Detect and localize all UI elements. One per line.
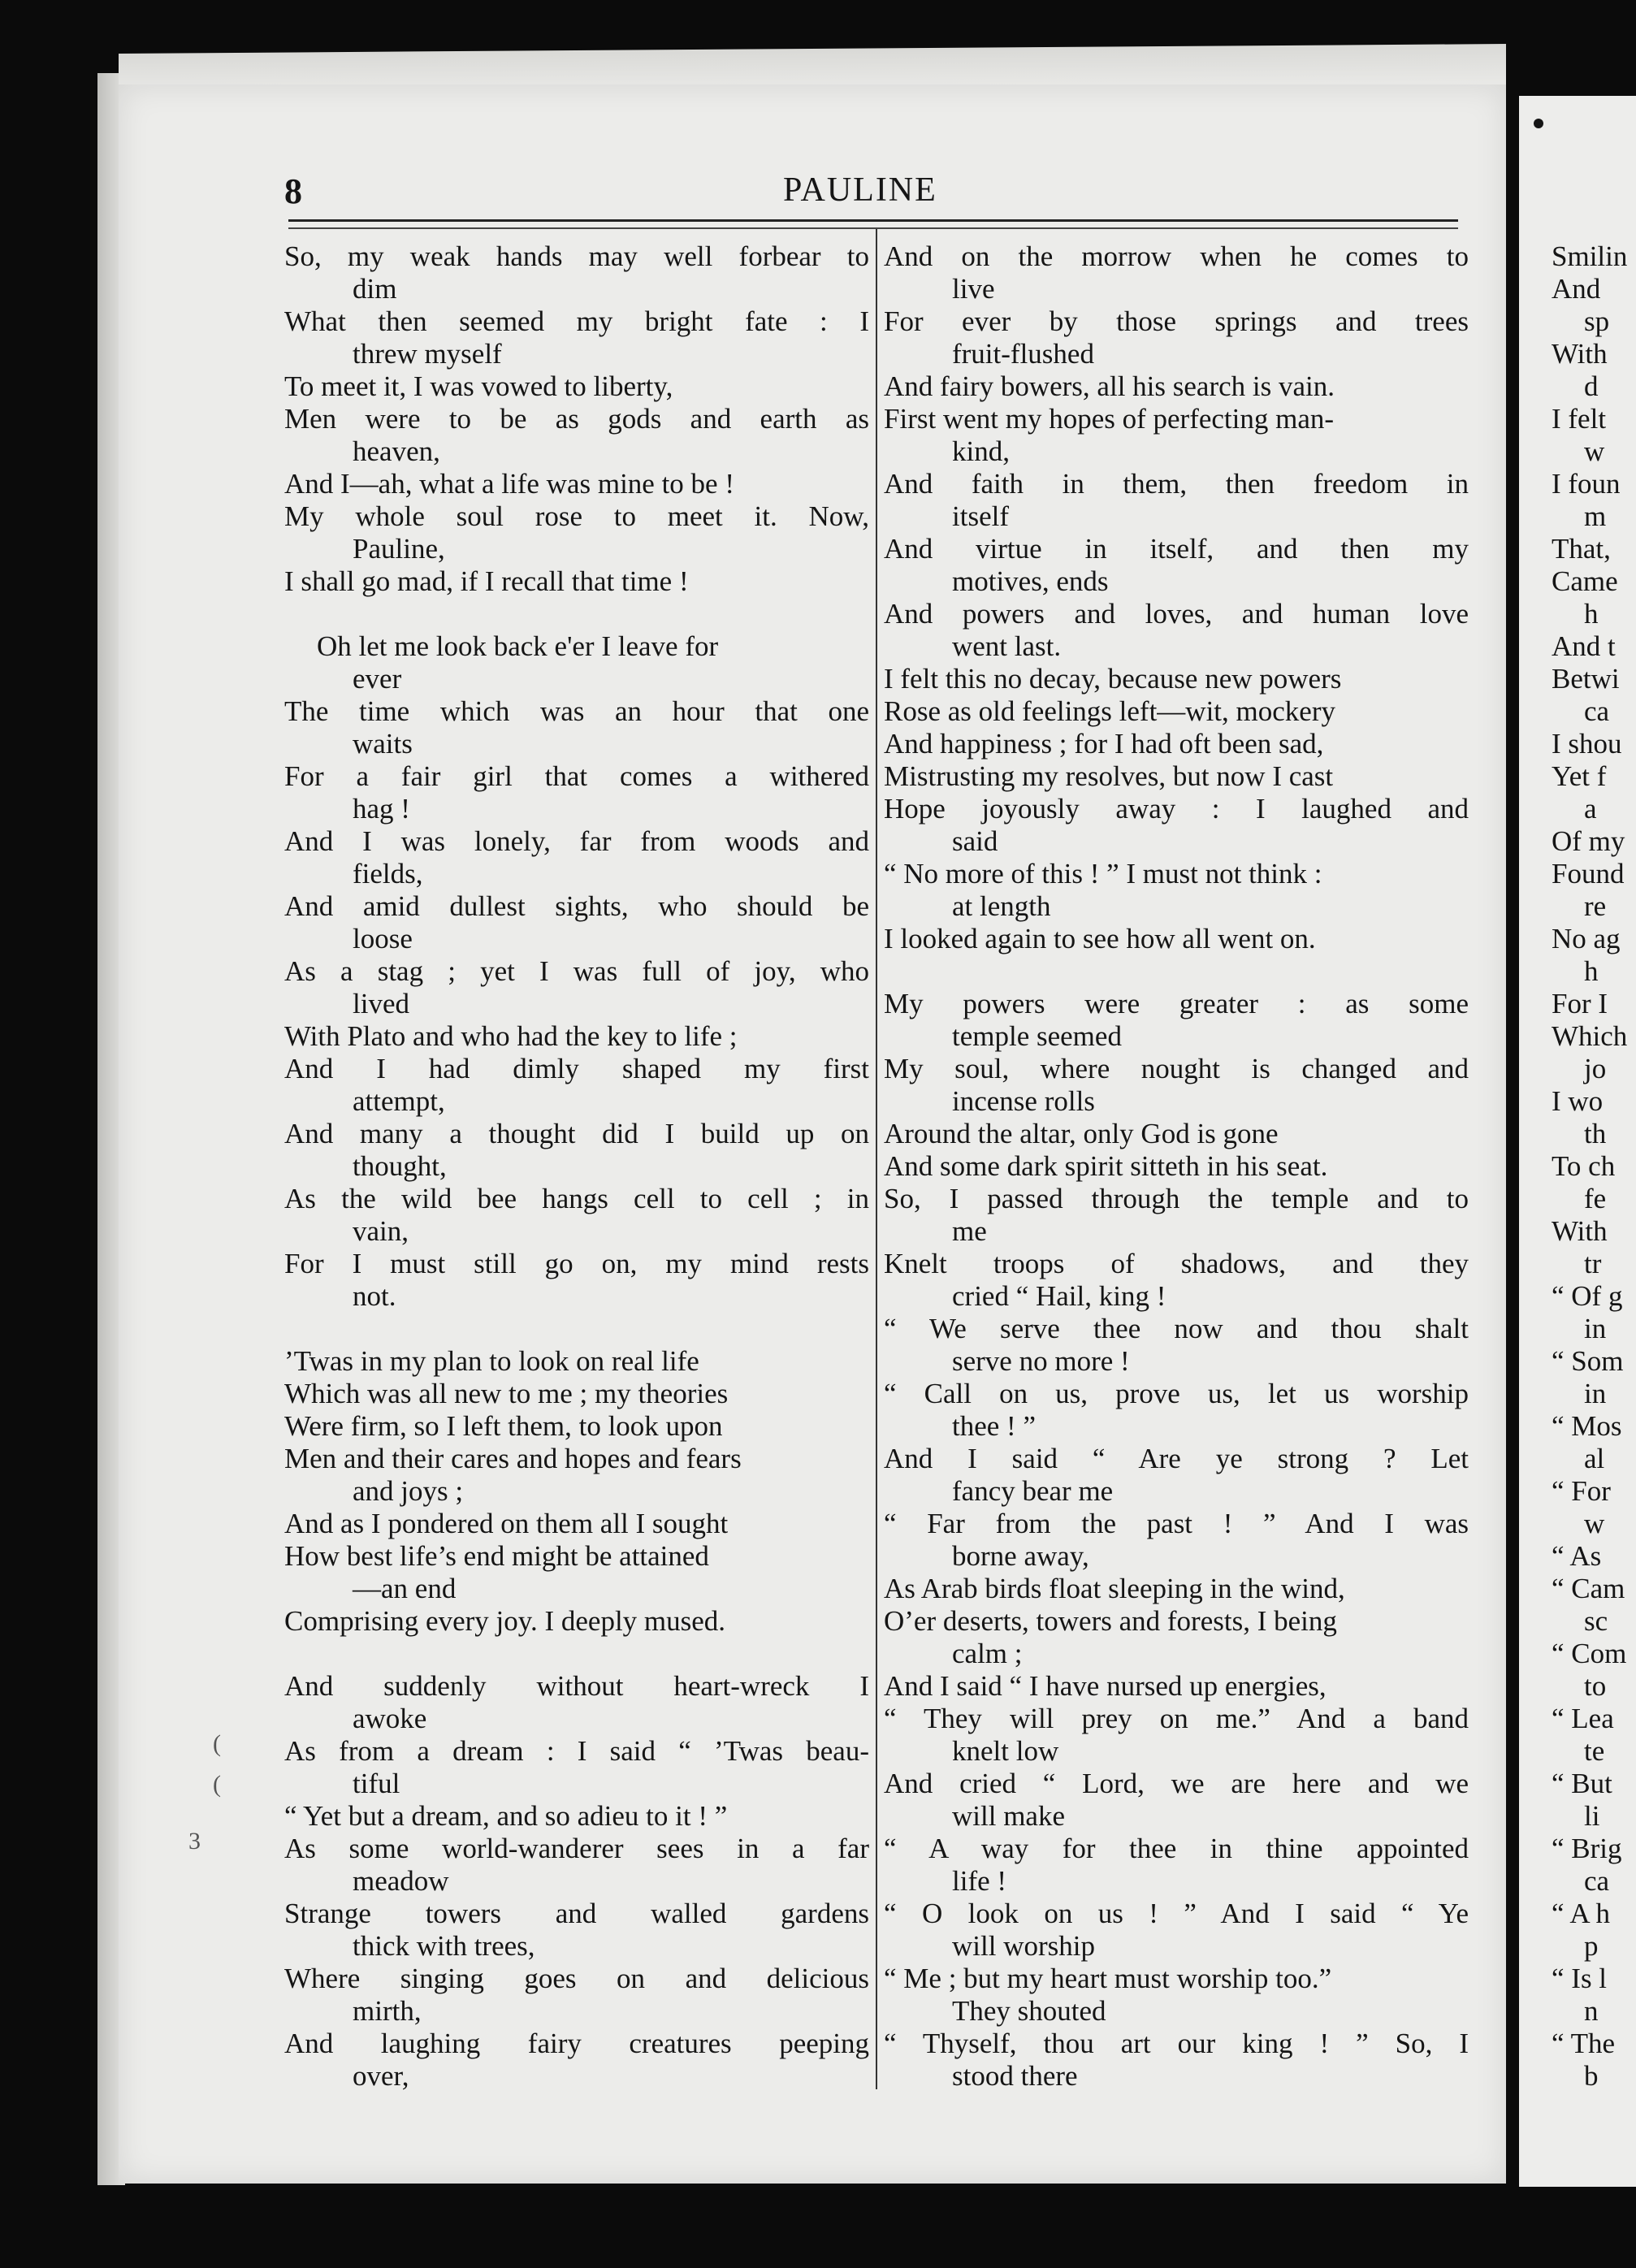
poem-line: They shouted xyxy=(952,1995,1106,2027)
poem-line: cried “ Hail, king ! xyxy=(952,1280,1166,1312)
poem-line: fruit-flushed xyxy=(952,338,1094,370)
poem-line: said xyxy=(952,825,998,857)
poem-line: The time which was an hour that one xyxy=(284,695,869,727)
facing-page-fragment: With xyxy=(1552,338,1608,370)
poem-line: And happiness ; for I had oft been sad, xyxy=(884,728,1324,760)
poem-line: “ Call on us, prove us, let us worship xyxy=(884,1378,1469,1409)
facing-page xyxy=(1519,96,1636,2187)
facing-page-fragment: sc xyxy=(1584,1605,1608,1637)
poem-line: dim xyxy=(353,273,397,305)
poem-line: will worship xyxy=(952,1930,1095,1962)
poem-line: For a fair girl that comes a withered xyxy=(284,760,869,792)
poem-line: And amid dullest sights, who should be xyxy=(284,890,869,922)
facing-page-fragment: I felt xyxy=(1552,403,1607,435)
facing-page-fragment: w xyxy=(1584,1508,1605,1539)
poem-line: temple seemed xyxy=(952,1020,1122,1052)
poem-line: For I must still go on, my mind rests xyxy=(284,1248,869,1279)
poem-line: not. xyxy=(353,1280,396,1312)
facing-page-fragment: “ Lea xyxy=(1552,1703,1614,1734)
stanza-break xyxy=(284,598,869,630)
facing-page-fragment: re xyxy=(1584,890,1607,922)
facing-page-fragment: No ag xyxy=(1552,923,1621,954)
facing-page-fragment: “ Is l xyxy=(1552,1963,1608,1994)
facing-page-fragment: “ Som xyxy=(1552,1345,1624,1377)
poem-line: So, I passed through the temple and to xyxy=(884,1183,1469,1214)
poem-line: ’Twas in my plan to look on real life xyxy=(284,1345,699,1377)
column-divider xyxy=(876,229,877,2089)
facing-page-fragment: in xyxy=(1584,1378,1607,1409)
facing-page-fragment: d xyxy=(1584,370,1599,402)
poem-line: attempt, xyxy=(353,1085,445,1117)
poem-line: And on the morrow when he comes to xyxy=(884,240,1469,272)
poem-line: —an end xyxy=(353,1573,457,1604)
poem-line: ever xyxy=(353,663,402,695)
facing-page-dot xyxy=(1534,119,1543,128)
poem-line: I looked again to see how all went on. xyxy=(884,923,1316,954)
facing-page-fragment: fe xyxy=(1584,1183,1607,1214)
poem-line: For ever by those springs and trees xyxy=(884,305,1469,337)
poem-line: “ No more of this ! ” I must not think : xyxy=(884,858,1322,889)
poem-line: kind, xyxy=(952,435,1010,467)
poem-line: live xyxy=(952,273,995,305)
facing-page-fragment: “ Com xyxy=(1552,1638,1627,1669)
margin-mark: ( xyxy=(213,1730,221,1757)
facing-page-fragment: ca xyxy=(1584,1865,1610,1897)
poem-line: Oh let me look back e'er I leave for xyxy=(317,630,719,662)
facing-page-fragment: I wo xyxy=(1552,1085,1604,1117)
poem-line: Knelt troops of shadows, and they xyxy=(884,1248,1469,1279)
facing-page-fragment: Betwi xyxy=(1552,663,1620,695)
poem-line: And powers and loves, and human love xyxy=(884,598,1469,630)
facing-page-fragment: te xyxy=(1584,1735,1605,1767)
poem-line: Strange towers and walled gardens xyxy=(284,1898,869,1929)
poem-line: vain, xyxy=(353,1215,409,1247)
poem-line: tiful xyxy=(353,1768,400,1799)
poem-line: lived xyxy=(353,988,409,1019)
poem-line: Pauline, xyxy=(353,533,445,565)
facing-page-fragment: li xyxy=(1584,1800,1600,1832)
poem-line: And laughing fairy creatures peeping xyxy=(284,2028,869,2059)
poem-line: loose xyxy=(353,923,413,954)
facing-page-fragment: “ Of g xyxy=(1552,1280,1623,1312)
facing-page-fragment: Yet f xyxy=(1552,760,1607,792)
poem-line: Hope joyously away : I laughed and xyxy=(884,793,1469,825)
poem-line: I felt this no decay, because new powers xyxy=(884,663,1342,695)
poem-line: stood there xyxy=(952,2060,1078,2092)
facing-page-fragment: in xyxy=(1584,1313,1607,1344)
poem-line: As Arab birds float sleeping in the wind, xyxy=(884,1573,1345,1604)
poem-line: meadow xyxy=(353,1865,449,1897)
poem-line: will make xyxy=(952,1800,1065,1832)
poem-line: And I was lonely, far from woods and xyxy=(284,825,869,857)
facing-page-fragment: ca xyxy=(1584,695,1610,727)
poem-line: And as I pondered on them all I sought xyxy=(284,1508,729,1539)
header-rule-thin xyxy=(288,227,1458,229)
poem-line: me xyxy=(952,1215,987,1247)
poem-line: life ! xyxy=(952,1865,1007,1897)
poem-line: Men were to be as gods and earth as xyxy=(284,403,869,435)
poem-line: “ They will prey on me.” And a band xyxy=(884,1703,1469,1734)
poem-line: threw myself xyxy=(353,338,502,370)
poem-line: Mistrusting my resolves, but now I cast xyxy=(884,760,1334,792)
facing-page-fragment: And t xyxy=(1552,630,1616,662)
poem-line: “ Far from the past ! ” And I was xyxy=(884,1508,1469,1539)
facing-page-fragment: al xyxy=(1584,1443,1605,1474)
poem-line: waits xyxy=(353,728,413,760)
facing-page-fragment: sp xyxy=(1584,305,1610,337)
poem-line: As the wild bee hangs cell to cell ; in xyxy=(284,1183,869,1214)
facing-page-fragment: I shou xyxy=(1552,728,1622,760)
facing-page-fragment: Smilin xyxy=(1552,240,1628,272)
facing-page-fragment: “ Cam xyxy=(1552,1573,1625,1604)
poem-line: My whole soul rose to meet it. Now, xyxy=(284,500,869,532)
poem-line: Were firm, so I left them, to look upon xyxy=(284,1410,723,1442)
poem-line: knelt low xyxy=(952,1735,1059,1767)
poem-line: O’er deserts, towers and forests, I being xyxy=(884,1605,1337,1637)
poem-line: And fairy bowers, all his search is vain. xyxy=(884,370,1335,402)
poem-line: motives, ends xyxy=(952,565,1109,597)
poem-line: calm ; xyxy=(952,1638,1023,1669)
facing-page-fragment: For I xyxy=(1552,988,1608,1019)
poem-line: And faith in them, then freedom in xyxy=(884,468,1469,500)
facing-page-fragment: “ For xyxy=(1552,1475,1611,1507)
poem-line: awoke xyxy=(353,1703,427,1734)
poem-line: “ A way for thee in thine appointed xyxy=(884,1833,1469,1864)
running-title: PAULINE xyxy=(783,171,937,209)
poem-line: So, my weak hands may well forbear to xyxy=(284,240,869,272)
facing-page-fragment: I foun xyxy=(1552,468,1621,500)
poem-line: thick with trees, xyxy=(353,1930,535,1962)
facing-page-fragment: h xyxy=(1584,598,1599,630)
facing-page-fragment: p xyxy=(1584,1930,1599,1962)
facing-page-fragment: w xyxy=(1584,435,1605,467)
poem-line: heaven, xyxy=(353,435,440,467)
facing-page-fragment: Of my xyxy=(1552,825,1625,857)
margin-mark: 3 xyxy=(188,1828,201,1855)
poem-line: “ O look on us ! ” And I said “ Ye xyxy=(884,1898,1469,1929)
facing-page-fragment: “ Mos xyxy=(1552,1410,1622,1442)
poem-line: incense rolls xyxy=(952,1085,1095,1117)
facing-page-fragment: b xyxy=(1584,2060,1599,2092)
poem-line: How best life’s end might be attained xyxy=(284,1540,709,1572)
poem-line: My powers were greater : as some xyxy=(884,988,1469,1019)
poem-line: Around the altar, only God is gone xyxy=(884,1118,1279,1149)
poem-line: And cried “ Lord, we are here and we xyxy=(884,1768,1469,1799)
facing-page-fragment: “ But xyxy=(1552,1768,1612,1799)
poem-line: And I had dimly shaped my first xyxy=(284,1053,869,1084)
poem-line: As from a dream : I said “ ’Twas beau- xyxy=(284,1735,869,1767)
facing-page-fragment: m xyxy=(1584,500,1607,532)
poem-line: Men and their cares and hopes and fears xyxy=(284,1443,742,1474)
poem-line: And some dark spirit sitteth in his seat. xyxy=(884,1150,1328,1182)
poem-line: And I said “ I have nursed up energies, xyxy=(884,1670,1327,1702)
poem-line: “ Thyself, thou art our king ! ” So, I xyxy=(884,2028,1469,2059)
stanza-break xyxy=(884,955,1469,988)
facing-page-fragment: a xyxy=(1584,793,1597,825)
facing-page-fragment: And xyxy=(1552,273,1601,305)
poem-line: As a stag ; yet I was full of joy, who xyxy=(284,955,869,987)
poem-line: “ Me ; but my heart must worship too.” xyxy=(884,1963,1332,1994)
facing-page-fragment: With xyxy=(1552,1215,1608,1247)
facing-page-fragment: That, xyxy=(1552,533,1611,565)
stanza-break xyxy=(284,1638,869,1670)
poem-line: With Plato and who had the key to life ; xyxy=(284,1020,738,1052)
facing-page-fragment: th xyxy=(1584,1118,1607,1149)
poem-line: went last. xyxy=(952,630,1062,662)
facing-page-fragment: “ Brig xyxy=(1552,1833,1622,1864)
poem-line: Comprising every joy. I deeply mused. xyxy=(284,1605,726,1637)
poem-line: And many a thought did I build up on xyxy=(284,1118,869,1149)
facing-page-fragment: n xyxy=(1584,1995,1599,2027)
facing-page-fragment: Came xyxy=(1552,565,1618,597)
poem-line: My soul, where nought is changed and xyxy=(884,1053,1469,1084)
facing-page-fragment: Which xyxy=(1552,1020,1628,1052)
poem-line: And I said “ Are ye strong ? Let xyxy=(884,1443,1469,1474)
facing-page-fragment: “ A h xyxy=(1552,1898,1610,1929)
poem-line: Where singing goes on and delicious xyxy=(284,1963,869,1994)
poem-line: over, xyxy=(353,2060,409,2092)
poem-line: thee ! ” xyxy=(952,1410,1036,1442)
facing-page-fragment: “ The xyxy=(1552,2028,1616,2059)
margin-mark: ( xyxy=(213,1771,221,1798)
poem-line: And suddenly without heart-wreck I xyxy=(284,1670,869,1702)
facing-page-fragment: Found xyxy=(1552,858,1625,889)
facing-page-fragment: h xyxy=(1584,955,1599,987)
poem-line: itself xyxy=(952,500,1009,532)
poem-line: “ Yet but a dream, and so adieu to it ! ” xyxy=(284,1800,728,1832)
poem-line: serve no more ! xyxy=(952,1345,1130,1377)
poem-line: I shall go mad, if I recall that time ! xyxy=(284,565,689,597)
poem-line: What then seemed my bright fate : I xyxy=(284,305,869,337)
poem-line: Which was all new to me ; my theories xyxy=(284,1378,729,1409)
header-rule xyxy=(288,219,1458,222)
poem-line: fields, xyxy=(353,858,423,889)
poem-line: “ We serve thee now and thou shalt xyxy=(884,1313,1469,1344)
poem-line: fancy bear me xyxy=(952,1475,1114,1507)
facing-page-fragment: to xyxy=(1584,1670,1607,1702)
poem-line: and joys ; xyxy=(353,1475,464,1507)
facing-page-fragment: To ch xyxy=(1552,1150,1616,1182)
poem-line: To meet it, I was vowed to liberty, xyxy=(284,370,673,402)
poem-line: And I—ah, what a life was mine to be ! xyxy=(284,468,735,500)
poem-line: And virtue in itself, and then my xyxy=(884,533,1469,565)
stanza-break xyxy=(284,1313,869,1345)
poem-line: borne away, xyxy=(952,1540,1089,1572)
poem-line: Rose as old feelings left—wit, mockery xyxy=(884,695,1335,727)
poem-line: mirth, xyxy=(353,1995,422,2027)
left-column xyxy=(284,240,869,2093)
poem-line: As some world-wanderer sees in a far xyxy=(284,1833,869,1864)
right-column xyxy=(884,240,1469,2093)
facing-page-fragment: jo xyxy=(1584,1053,1607,1084)
page-number: 8 xyxy=(284,171,302,211)
poem-line: First went my hopes of perfecting man- xyxy=(884,403,1335,435)
facing-page-fragment: tr xyxy=(1584,1248,1602,1279)
poem-line: at length xyxy=(952,890,1051,922)
poem-line: hag ! xyxy=(353,793,410,825)
poem-line: thought, xyxy=(353,1150,447,1182)
facing-page-fragment: “ As xyxy=(1552,1540,1602,1572)
